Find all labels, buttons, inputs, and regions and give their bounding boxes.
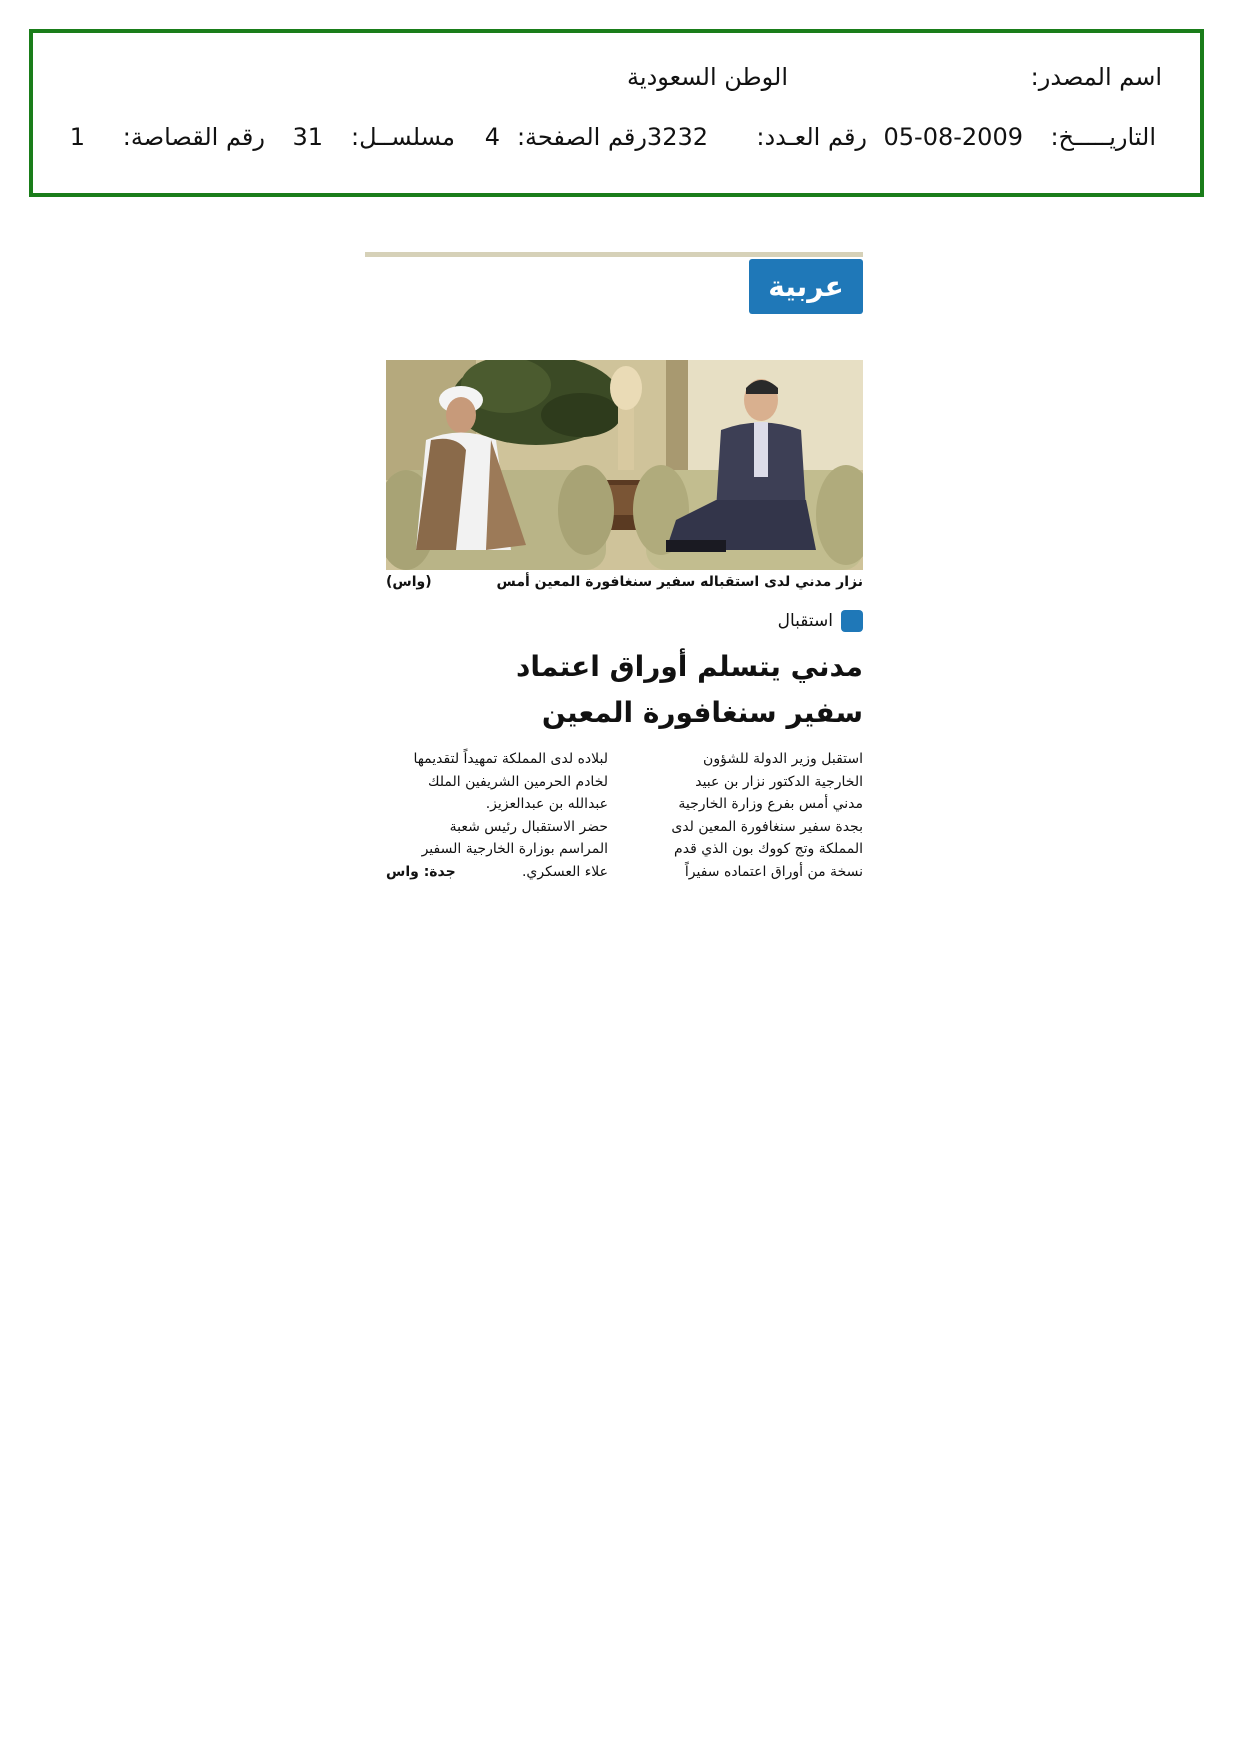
serial-value: 31	[292, 123, 323, 151]
headline	[365, 644, 863, 736]
date-value: 05-08-2009	[883, 123, 1023, 151]
issue-value: 3232	[646, 123, 708, 151]
body-line: المملكة وتج كووك بون الذي قدم	[674, 841, 863, 857]
body-line: عبدالله بن عبدالعزيز.	[485, 796, 608, 812]
photo-caption	[386, 574, 863, 596]
section-tag: عربية	[749, 259, 863, 314]
headline-line-1: مدني يتسلم أوراق اعتماد	[516, 650, 863, 683]
source-info-box	[29, 29, 1204, 197]
top-rule	[365, 252, 863, 257]
headline-line-2: سفير سنغافورة المعين	[541, 696, 863, 729]
body-line: الخارجية الدكتور نزار بن عبيد	[695, 773, 863, 790]
kicker-text: استقبال	[777, 611, 833, 631]
article-body	[386, 748, 863, 888]
body-column-right	[641, 748, 863, 883]
body-column-left	[386, 748, 608, 883]
clip-label: رقم القصاصة:	[122, 123, 265, 151]
dateline: جدة: واس	[386, 863, 456, 880]
body-line: استقبل وزير الدولة للشؤون	[703, 751, 863, 767]
square-bullet-icon	[841, 610, 863, 632]
source-value: الوطن السعودية	[627, 63, 788, 91]
body-line: علاء العسكري.	[521, 863, 608, 880]
body-line: مدني أمس بفرع وزارة الخارجية	[678, 796, 863, 812]
photo-credit: (واس)	[386, 574, 432, 590]
body-line: المراسم بوزارة الخارجية السفير	[421, 841, 608, 857]
source-label: اسم المصدر:	[1030, 63, 1162, 91]
source-row	[33, 63, 1200, 103]
body-line: نسخة من أوراق اعتماده سفيراً	[684, 863, 863, 880]
caption-text: نزار مدني لدى استقباله سفير سنغافورة المعين أمس	[496, 574, 863, 590]
body-line: لبلاده لدى المملكة تمهيداً لتقديمها	[413, 751, 608, 767]
issue-label: رقم العـدد:	[756, 123, 867, 151]
serial-label: مسلســل:	[351, 123, 455, 151]
article-photo	[386, 360, 863, 570]
page-value: 4	[484, 123, 500, 151]
body-last-line	[386, 861, 608, 884]
date-label: التاريـــــخ:	[1050, 123, 1156, 151]
details-row	[33, 123, 1200, 163]
clip-value: 1	[69, 123, 85, 151]
body-line: بجدة سفير سنغافورة المعين لدى	[671, 818, 863, 835]
page-label: رقم الصفحة:	[516, 123, 647, 151]
kicker	[778, 608, 863, 634]
article-clipping	[365, 252, 863, 900]
body-line: حضر الاستقبال رئيس شعبة	[449, 818, 608, 835]
body-line: لخادم الحرمين الشريفين الملك	[427, 773, 608, 790]
